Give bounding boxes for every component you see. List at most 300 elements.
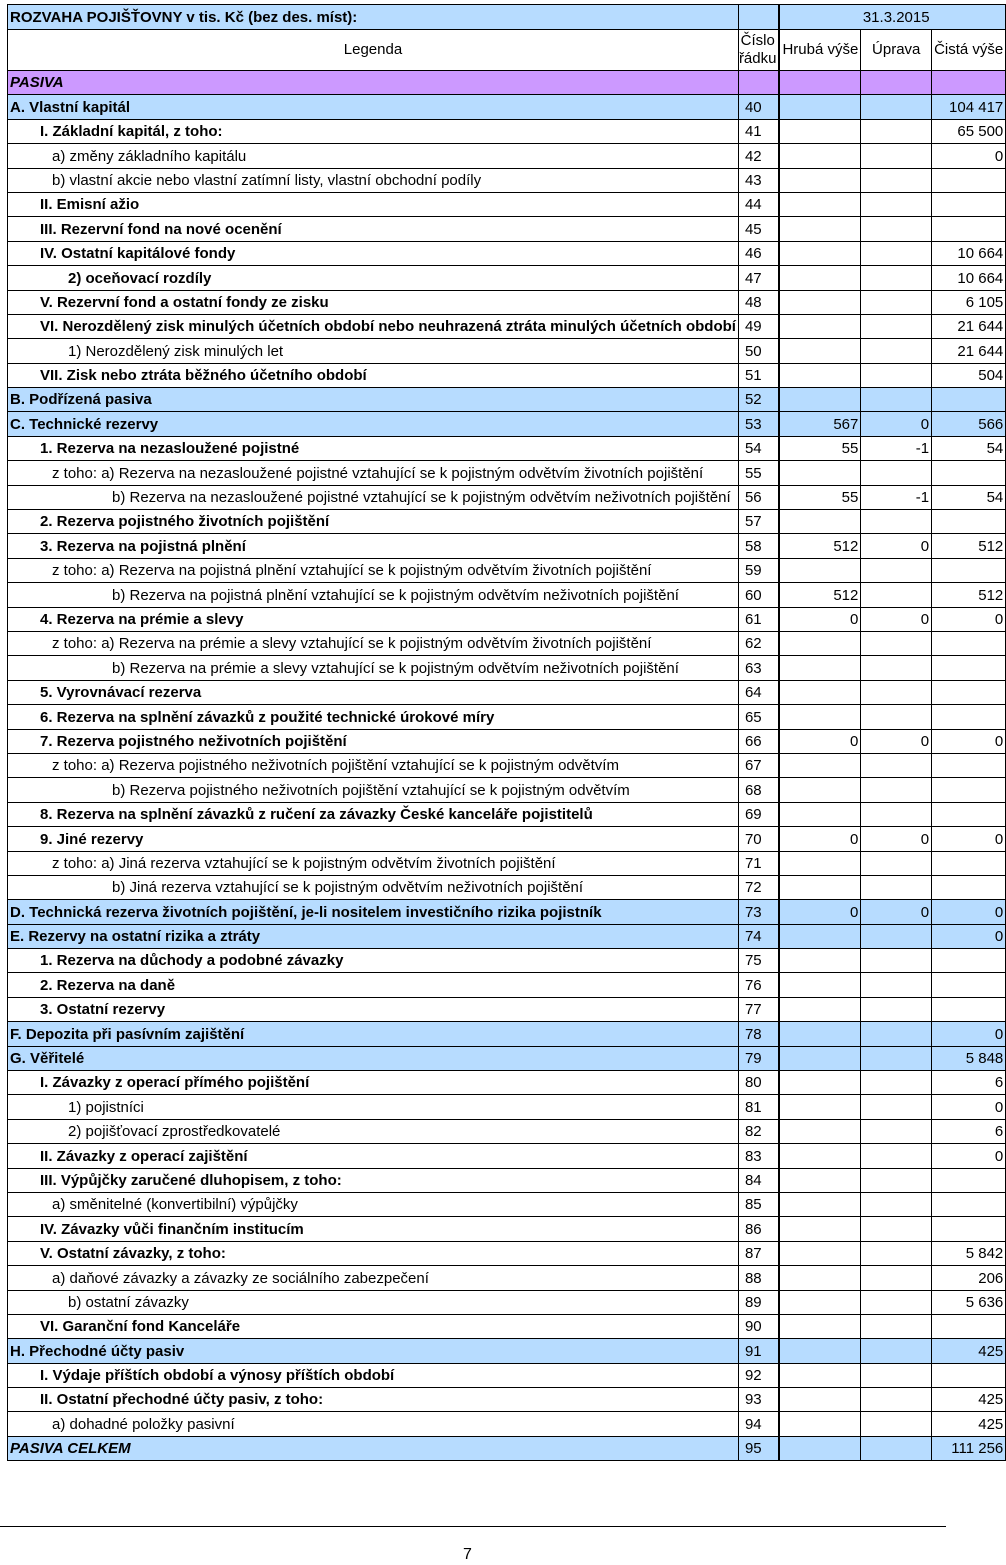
row-label: B. Podřízená pasiva xyxy=(8,388,739,412)
row-uprava xyxy=(861,949,932,973)
row-number: 44 xyxy=(738,192,779,216)
row-hruba xyxy=(780,168,861,192)
row-cista xyxy=(932,1314,1006,1338)
row-cista xyxy=(932,705,1006,729)
row-uprava: 0 xyxy=(861,534,932,558)
table-row xyxy=(8,1388,1006,1412)
table-row xyxy=(8,607,1006,631)
row-label: V. Rezervní fond a ostatní fondy ze zisku xyxy=(8,290,739,314)
row-uprava xyxy=(861,119,932,143)
row-cista: 54 xyxy=(932,436,1006,460)
row-uprava xyxy=(861,680,932,704)
table-row xyxy=(8,558,1006,582)
row-cista: 512 xyxy=(932,583,1006,607)
table-row xyxy=(8,1363,1006,1387)
row-cista xyxy=(932,973,1006,997)
row-cista xyxy=(932,680,1006,704)
row-hruba: 0 xyxy=(780,827,861,851)
row-number: 57 xyxy=(738,510,779,534)
row-hruba xyxy=(780,388,861,412)
table-row xyxy=(8,339,1006,363)
row-label: II. Emisní ažio xyxy=(8,192,739,216)
row-label: b) Rezerva na prémie a slevy vztahující se k pojistným odvětvím neživotních pojištění xyxy=(8,656,739,680)
row-uprava: 0 xyxy=(861,607,932,631)
table-row xyxy=(8,753,1006,777)
row-cista: 512 xyxy=(932,534,1006,558)
row-number: 43 xyxy=(738,168,779,192)
row-cista xyxy=(932,510,1006,534)
row-hruba xyxy=(780,1339,861,1363)
row-label: 3. Ostatní rezervy xyxy=(8,997,739,1021)
row-label: 1. Rezerva na nezasloužené pojistné xyxy=(8,436,739,460)
row-uprava xyxy=(861,1192,932,1216)
row-hruba xyxy=(780,705,861,729)
row-uprava xyxy=(861,1266,932,1290)
row-uprava xyxy=(861,1144,932,1168)
row-uprava xyxy=(861,1168,932,1192)
table-row xyxy=(8,1217,1006,1241)
table-row xyxy=(8,1412,1006,1436)
row-uprava xyxy=(861,802,932,826)
row-label: VI. Nerozdělený zisk minulých účetních období nebo neuhrazená ztráta minulých účetních období xyxy=(8,314,739,338)
row-label: b) Rezerva na pojistná plnění vztahující se k pojistným odvětvím neživotních pojištění xyxy=(8,583,739,607)
row-hruba xyxy=(780,558,861,582)
row-label: a) daňové závazky a závazky ze sociálního zabezpečení xyxy=(8,1266,739,1290)
row-hruba xyxy=(780,924,861,948)
table-row xyxy=(8,1241,1006,1265)
row-number: 75 xyxy=(738,949,779,973)
row-cista: 111 256 xyxy=(932,1436,1006,1460)
row-label: b) Rezerva pojistného neživotních pojištění vztahující se k pojistným odvětvím xyxy=(8,778,739,802)
row-uprava xyxy=(861,363,932,387)
table-row xyxy=(8,802,1006,826)
row-hruba xyxy=(780,266,861,290)
row-label: VII. Zisk nebo ztráta běžného účetního období xyxy=(8,363,739,387)
row-uprava xyxy=(861,1046,932,1070)
row-uprava xyxy=(861,1363,932,1387)
row-number: 46 xyxy=(738,241,779,265)
row-hruba xyxy=(780,1436,861,1460)
row-cista xyxy=(932,778,1006,802)
row-cista: 10 664 xyxy=(932,241,1006,265)
row-hruba xyxy=(780,1241,861,1265)
table-row xyxy=(8,436,1006,460)
row-hruba: 512 xyxy=(780,583,861,607)
row-hruba xyxy=(780,144,861,168)
row-label: b) ostatní závazky xyxy=(8,1290,739,1314)
row-number: 91 xyxy=(738,1339,779,1363)
table-row xyxy=(8,217,1006,241)
table-row xyxy=(8,900,1006,924)
table-row xyxy=(8,583,1006,607)
row-uprava xyxy=(861,314,932,338)
row-hruba xyxy=(780,802,861,826)
row-cista: 21 644 xyxy=(932,314,1006,338)
row-uprava xyxy=(861,851,932,875)
row-cista xyxy=(932,558,1006,582)
row-number: 77 xyxy=(738,997,779,1021)
row-label: III. Rezervní fond na nové ocenění xyxy=(8,217,739,241)
row-hruba xyxy=(780,1119,861,1143)
row-label: II. Závazky z operací zajištění xyxy=(8,1144,739,1168)
row-number: 74 xyxy=(738,924,779,948)
row-hruba xyxy=(780,875,861,899)
table-row xyxy=(8,778,1006,802)
row-cista xyxy=(932,802,1006,826)
row-cista xyxy=(932,1168,1006,1192)
row-hruba xyxy=(780,1290,861,1314)
row-number: 81 xyxy=(738,1095,779,1119)
row-hruba xyxy=(780,1095,861,1119)
row-hruba xyxy=(780,1192,861,1216)
row-hruba xyxy=(780,997,861,1021)
row-label: z toho: a) Jiná rezerva vztahující se k pojistným odvětvím životních pojištění xyxy=(8,851,739,875)
row-number: 80 xyxy=(738,1071,779,1095)
row-number: 58 xyxy=(738,534,779,558)
row-label: 7. Rezerva pojistného neživotních pojištění xyxy=(8,729,739,753)
row-hruba xyxy=(780,1388,861,1412)
section-label: PASIVA xyxy=(8,71,739,95)
table-row xyxy=(8,1192,1006,1216)
row-hruba xyxy=(780,314,861,338)
row-number: 42 xyxy=(738,144,779,168)
row-hruba xyxy=(780,949,861,973)
row-label: H. Přechodné účty pasiv xyxy=(8,1339,739,1363)
row-number: 63 xyxy=(738,656,779,680)
row-cista xyxy=(932,1192,1006,1216)
table-row xyxy=(8,1144,1006,1168)
row-uprava xyxy=(861,241,932,265)
row-number: 52 xyxy=(738,388,779,412)
row-label: 2. Rezerva pojistného životních pojištění xyxy=(8,510,739,534)
row-cista xyxy=(932,997,1006,1021)
row-uprava xyxy=(861,266,932,290)
row-hruba xyxy=(780,851,861,875)
row-cista: 425 xyxy=(932,1388,1006,1412)
row-uprava xyxy=(861,705,932,729)
table-row xyxy=(8,119,1006,143)
row-uprava: -1 xyxy=(861,485,932,509)
row-cista: 425 xyxy=(932,1339,1006,1363)
row-label: 1. Rezerva na důchody a podobné závazky xyxy=(8,949,739,973)
row-hruba xyxy=(780,753,861,777)
row-hruba xyxy=(780,192,861,216)
header-row xyxy=(8,30,1006,71)
row-number: 85 xyxy=(738,1192,779,1216)
row-cista xyxy=(932,875,1006,899)
table-row xyxy=(8,1022,1006,1046)
row-uprava xyxy=(861,1217,932,1241)
row-uprava xyxy=(861,875,932,899)
row-uprava xyxy=(861,388,932,412)
row-cista xyxy=(932,168,1006,192)
table-row xyxy=(8,168,1006,192)
row-uprava xyxy=(861,290,932,314)
row-number: 47 xyxy=(738,266,779,290)
table-row xyxy=(8,510,1006,534)
table-row xyxy=(8,241,1006,265)
row-label: 5. Vyrovnávací rezerva xyxy=(8,680,739,704)
row-cista xyxy=(932,217,1006,241)
row-number: 78 xyxy=(738,1022,779,1046)
row-hruba xyxy=(780,241,861,265)
row-number: 83 xyxy=(738,1144,779,1168)
table-row xyxy=(8,192,1006,216)
row-number: 60 xyxy=(738,583,779,607)
row-label: VI. Garanční fond Kanceláře xyxy=(8,1314,739,1338)
row-uprava xyxy=(861,461,932,485)
row-cista: 6 xyxy=(932,1071,1006,1095)
row-label: 9. Jiné rezervy xyxy=(8,827,739,851)
row-label: III. Výpůjčky zaručené dluhopisem, z toho: xyxy=(8,1168,739,1192)
row-cista: 0 xyxy=(932,144,1006,168)
row-label: A. Vlastní kapitál xyxy=(8,95,739,119)
table-row xyxy=(8,412,1006,436)
row-cista xyxy=(932,851,1006,875)
row-number: 90 xyxy=(738,1314,779,1338)
row-label: 4. Rezerva na prémie a slevy xyxy=(8,607,739,631)
row-hruba xyxy=(780,1046,861,1070)
row-number: 71 xyxy=(738,851,779,875)
row-label: C. Technické rezervy xyxy=(8,412,739,436)
table-row xyxy=(8,924,1006,948)
row-cista: 206 xyxy=(932,1266,1006,1290)
row-number: 55 xyxy=(738,461,779,485)
row-hruba: 55 xyxy=(780,485,861,509)
col-cista: Čistá výše xyxy=(932,30,1006,71)
row-hruba xyxy=(780,363,861,387)
col-cislo-radku: Číslo řádku xyxy=(738,30,779,71)
row-label: 8. Rezerva na splnění závazků z ručení za závazky České kanceláře pojistitelů xyxy=(8,802,739,826)
table-row xyxy=(8,1046,1006,1070)
row-uprava xyxy=(861,1412,932,1436)
row-uprava: 0 xyxy=(861,412,932,436)
table-row xyxy=(8,95,1006,119)
row-uprava: 0 xyxy=(861,729,932,753)
row-uprava xyxy=(861,192,932,216)
row-cista xyxy=(932,1363,1006,1387)
row-cista: 504 xyxy=(932,363,1006,387)
row-label: 2. Rezerva na daně xyxy=(8,973,739,997)
row-label: b) vlastní akcie nebo vlastní zatímní listy, vlastní obchodní podíly xyxy=(8,168,739,192)
row-number: 56 xyxy=(738,485,779,509)
row-hruba xyxy=(780,973,861,997)
table-row xyxy=(8,949,1006,973)
row-hruba xyxy=(780,1217,861,1241)
table-row xyxy=(8,485,1006,509)
row-cista: 0 xyxy=(932,900,1006,924)
table-row xyxy=(8,1436,1006,1460)
table-row xyxy=(8,875,1006,899)
footer-rule xyxy=(0,1526,946,1527)
row-uprava xyxy=(861,1388,932,1412)
row-hruba: 0 xyxy=(780,607,861,631)
row-hruba xyxy=(780,1266,861,1290)
table-row xyxy=(8,461,1006,485)
row-label: z toho: a) Rezerva pojistného neživotních pojištění vztahující se k pojistným odvětvím xyxy=(8,753,739,777)
row-number: 88 xyxy=(738,1266,779,1290)
row-number: 54 xyxy=(738,436,779,460)
row-cista xyxy=(932,1217,1006,1241)
row-hruba xyxy=(780,339,861,363)
row-hruba xyxy=(780,1168,861,1192)
row-uprava xyxy=(861,778,932,802)
row-cista: 0 xyxy=(932,924,1006,948)
row-uprava xyxy=(861,1241,932,1265)
row-cista: 566 xyxy=(932,412,1006,436)
row-cista xyxy=(932,388,1006,412)
row-hruba xyxy=(780,217,861,241)
table-row xyxy=(8,656,1006,680)
table-row xyxy=(8,144,1006,168)
table-row xyxy=(8,1168,1006,1192)
row-number: 93 xyxy=(738,1388,779,1412)
row-hruba xyxy=(780,119,861,143)
table-row xyxy=(8,851,1006,875)
row-label: F. Depozita při pasívním zajištění xyxy=(8,1022,739,1046)
table-row xyxy=(8,314,1006,338)
row-cista: 5 842 xyxy=(932,1241,1006,1265)
row-number: 95 xyxy=(738,1436,779,1460)
row-number: 73 xyxy=(738,900,779,924)
table-row xyxy=(8,1339,1006,1363)
row-cista: 54 xyxy=(932,485,1006,509)
row-number: 48 xyxy=(738,290,779,314)
row-uprava xyxy=(861,753,932,777)
row-number: 94 xyxy=(738,1412,779,1436)
row-hruba xyxy=(780,290,861,314)
row-cista: 65 500 xyxy=(932,119,1006,143)
row-hruba xyxy=(780,1412,861,1436)
row-label: a) směnitelné (konvertibilní) výpůjčky xyxy=(8,1192,739,1216)
row-hruba xyxy=(780,461,861,485)
table-row xyxy=(8,1071,1006,1095)
row-uprava xyxy=(861,1339,932,1363)
table-row xyxy=(8,631,1006,655)
row-uprava xyxy=(861,1119,932,1143)
col-legenda: Legenda xyxy=(8,30,739,71)
row-number: 62 xyxy=(738,631,779,655)
row-cista: 6 105 xyxy=(932,290,1006,314)
row-uprava xyxy=(861,95,932,119)
table-row xyxy=(8,1095,1006,1119)
row-uprava xyxy=(861,1095,932,1119)
row-number: 72 xyxy=(738,875,779,899)
table-row xyxy=(8,1314,1006,1338)
row-cista: 5 636 xyxy=(932,1290,1006,1314)
row-number: 89 xyxy=(738,1290,779,1314)
row-uprava xyxy=(861,583,932,607)
row-cista xyxy=(932,631,1006,655)
row-number: 79 xyxy=(738,1046,779,1070)
row-cista: 21 644 xyxy=(932,339,1006,363)
row-hruba xyxy=(780,1363,861,1387)
row-label: 1) pojistníci xyxy=(8,1095,739,1119)
row-hruba xyxy=(780,680,861,704)
row-uprava xyxy=(861,1290,932,1314)
row-uprava xyxy=(861,656,932,680)
row-number: 86 xyxy=(738,1217,779,1241)
row-label: z toho: a) Rezerva na pojistná plnění vztahující se k pojistným odvětvím životních pojištění xyxy=(8,558,739,582)
row-number: 40 xyxy=(738,95,779,119)
row-uprava: 0 xyxy=(861,827,932,851)
row-label: IV. Závazky vůči finančním institucím xyxy=(8,1217,739,1241)
row-hruba xyxy=(780,1144,861,1168)
row-hruba: 0 xyxy=(780,729,861,753)
row-number: 50 xyxy=(738,339,779,363)
row-cista: 5 848 xyxy=(932,1046,1006,1070)
table-row xyxy=(8,290,1006,314)
row-label: 3. Rezerva na pojistná plnění xyxy=(8,534,739,558)
row-number: 87 xyxy=(738,1241,779,1265)
row-cista: 0 xyxy=(932,607,1006,631)
table-row xyxy=(8,534,1006,558)
row-hruba: 55 xyxy=(780,436,861,460)
row-number: 68 xyxy=(738,778,779,802)
row-uprava xyxy=(861,144,932,168)
row-cista: 0 xyxy=(932,1022,1006,1046)
row-number: 67 xyxy=(738,753,779,777)
row-number: 69 xyxy=(738,802,779,826)
row-hruba xyxy=(780,510,861,534)
report-date: 31.3.2015 xyxy=(861,5,932,30)
row-label: 2) pojišťovací zprostředkovatelé xyxy=(8,1119,739,1143)
table-row xyxy=(8,388,1006,412)
row-hruba xyxy=(780,1022,861,1046)
page-number: 7 xyxy=(463,1546,472,1563)
row-hruba xyxy=(780,656,861,680)
row-uprava xyxy=(861,168,932,192)
row-number: 70 xyxy=(738,827,779,851)
section-row xyxy=(8,71,1006,95)
table-row xyxy=(8,266,1006,290)
row-number: 92 xyxy=(738,1363,779,1387)
row-cista: 10 664 xyxy=(932,266,1006,290)
row-number: 64 xyxy=(738,680,779,704)
balance-sheet-table xyxy=(7,4,1006,1461)
row-hruba xyxy=(780,631,861,655)
row-hruba xyxy=(780,1071,861,1095)
row-uprava xyxy=(861,631,932,655)
table-row xyxy=(8,729,1006,753)
row-hruba: 512 xyxy=(780,534,861,558)
table-row xyxy=(8,1266,1006,1290)
title-row xyxy=(8,5,1006,30)
row-uprava xyxy=(861,1022,932,1046)
row-cista: 0 xyxy=(932,729,1006,753)
row-cista: 6 xyxy=(932,1119,1006,1143)
table-row xyxy=(8,827,1006,851)
row-label: a) dohadné položky pasivní xyxy=(8,1412,739,1436)
row-label: z toho: a) Rezerva na nezasloužené pojistné vztahující se k pojistným odvětvím životních pojištění xyxy=(8,461,739,485)
row-uprava xyxy=(861,1436,932,1460)
row-cista xyxy=(932,949,1006,973)
row-cista xyxy=(932,753,1006,777)
row-number: 82 xyxy=(738,1119,779,1143)
row-number: 76 xyxy=(738,973,779,997)
row-uprava xyxy=(861,1071,932,1095)
row-uprava xyxy=(861,997,932,1021)
table-row xyxy=(8,1290,1006,1314)
row-number: 65 xyxy=(738,705,779,729)
row-hruba: 0 xyxy=(780,900,861,924)
row-hruba xyxy=(780,95,861,119)
sheet-title: ROZVAHA POJIŠŤOVNY v tis. Kč (bez des. míst): xyxy=(8,5,739,30)
row-cista: 104 417 xyxy=(932,95,1006,119)
row-uprava: 0 xyxy=(861,900,932,924)
row-label: 2) oceňovací rozdíly xyxy=(8,266,739,290)
row-uprava xyxy=(861,217,932,241)
